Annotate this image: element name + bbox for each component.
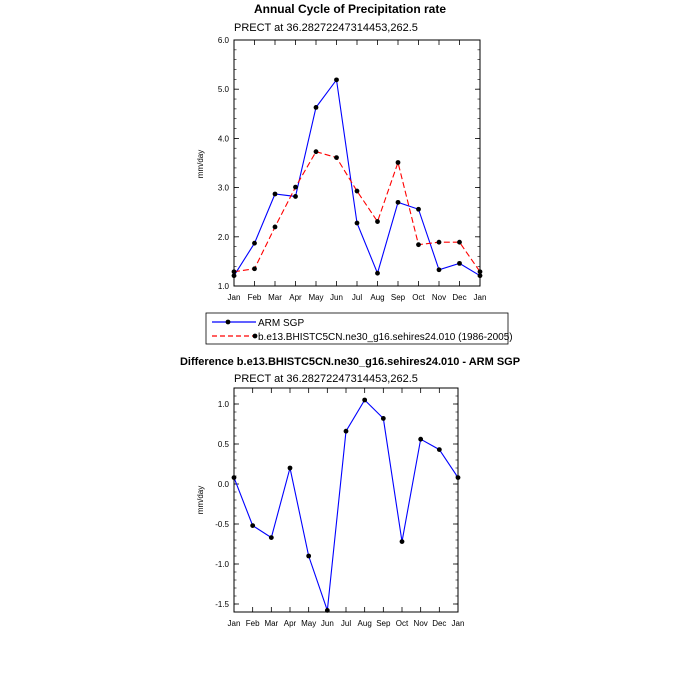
y-tick-label: 0.0 <box>217 480 229 489</box>
chart2-subtitle: PRECT at 36.28272247314453,262.5 <box>234 373 418 385</box>
x-tick-label: Mar <box>264 619 279 628</box>
series-0-point <box>381 416 386 421</box>
y-tick-label: 3.0 <box>217 183 229 193</box>
y-tick-label: 6.0 <box>217 36 229 45</box>
x-tick-label: Jul <box>351 293 363 302</box>
series-0-point <box>344 429 349 434</box>
chart1-x-tick-labels <box>228 293 487 302</box>
series-0-point <box>457 261 462 266</box>
series-0-point <box>437 267 442 272</box>
x-tick-label: Jul <box>340 619 352 628</box>
series-1-point <box>314 149 319 154</box>
chart2-title: Difference b.e13.BHISTC5CN.ne30_g16.sehires24.010 - ARM SGP <box>179 356 521 368</box>
x-tick-label: Oct <box>395 619 409 628</box>
series-line-0 <box>234 80 480 276</box>
y-tick-label: 2.0 <box>217 232 229 242</box>
series-0-point <box>269 535 274 540</box>
x-tick-label: Jun <box>320 619 334 628</box>
chart2-plot-frame <box>234 388 458 612</box>
x-tick-label: May <box>308 293 324 302</box>
series-0-point <box>418 437 423 442</box>
y-tick-label: 0.5 <box>217 440 229 449</box>
difference-chart <box>180 356 520 628</box>
series-0-point <box>437 447 442 452</box>
x-tick-label: Jan <box>473 293 487 302</box>
chart2-ylabel: mm/day <box>196 485 205 515</box>
series-1-point <box>416 242 421 247</box>
series-0-point <box>362 398 367 403</box>
series-0-point <box>252 241 257 246</box>
x-tick-label: Dec <box>432 619 447 628</box>
x-tick-label: Aug <box>357 619 372 628</box>
chart1-subtitle: PRECT at 36.28272247314453,262.5 <box>234 22 418 34</box>
series-0-point <box>288 466 293 471</box>
chart1-series <box>232 77 483 278</box>
legend-marker-arm-sgp <box>226 320 231 325</box>
chart1-ylabel: mm/day <box>196 149 205 179</box>
x-tick-label: Feb <box>247 293 262 302</box>
series-line-1 <box>234 152 480 272</box>
series-1-point <box>375 219 380 224</box>
series-0-point <box>232 475 237 480</box>
series-1-point <box>478 269 483 274</box>
legend-marker-model <box>253 334 258 339</box>
y-tick-label: -1.5 <box>215 600 229 609</box>
series-1-point <box>334 155 339 160</box>
series-1-point <box>273 225 278 230</box>
x-tick-label: Feb <box>245 619 260 628</box>
x-tick-label: Sep <box>390 293 406 302</box>
x-tick-label: Jun <box>330 293 343 302</box>
series-0-point <box>293 194 298 199</box>
x-tick-label: Jan <box>227 619 241 628</box>
series-1-point <box>457 240 462 245</box>
series-0-point <box>375 271 380 276</box>
series-0-point <box>250 523 255 528</box>
series-0-point <box>396 200 401 205</box>
series-1-point <box>355 189 360 194</box>
x-tick-label: Mar <box>268 293 282 302</box>
series-1-point <box>293 185 298 190</box>
chart1-ticks <box>234 40 480 286</box>
x-tick-label: Apr <box>289 293 302 302</box>
series-1-point <box>252 266 257 271</box>
series-0-point <box>416 207 421 212</box>
x-tick-label: Nov <box>413 619 428 628</box>
x-tick-label: Sep <box>376 619 391 628</box>
series-0-point <box>400 539 405 544</box>
y-tick-label: 4.0 <box>217 134 229 144</box>
chart2-ticks <box>234 388 458 612</box>
series-1-point <box>232 269 237 274</box>
x-tick-label: Jan <box>227 293 241 302</box>
legend-label-model: b.e13.BHISTC5CN.ne30_g16.sehires24.010 (1986-2005) <box>258 332 513 343</box>
chart1-legend <box>206 313 513 344</box>
series-1-point <box>396 160 401 165</box>
series-0-point <box>334 77 339 82</box>
y-tick-label: 1.0 <box>217 400 229 409</box>
series-0-point <box>306 554 311 559</box>
series-0-point <box>456 475 461 480</box>
annual-cycle-chart <box>196 2 486 302</box>
x-tick-label: Nov <box>431 293 447 302</box>
x-tick-label: Dec <box>452 293 467 302</box>
x-tick-label: Apr <box>283 619 297 628</box>
series-0-point <box>273 192 278 197</box>
y-tick-label: 1.0 <box>217 282 229 291</box>
x-tick-label: Oct <box>412 293 425 302</box>
series-1-point <box>437 240 442 245</box>
series-0-point <box>355 221 360 226</box>
x-tick-label: May <box>301 619 317 628</box>
x-tick-label: Jan <box>451 619 465 628</box>
chart1-plot-frame <box>234 40 480 286</box>
y-tick-label: 5.0 <box>217 85 229 95</box>
chart1-title: Annual Cycle of Precipitation rate <box>253 2 447 16</box>
chart2-y-tick-labels <box>215 400 229 609</box>
legend-label-arm-sgp: ARM SGP <box>258 318 305 329</box>
chart1-y-tick-labels <box>218 36 230 291</box>
y-tick-label: -1.0 <box>215 560 229 569</box>
chart2-x-tick-labels <box>228 619 465 628</box>
series-0-point <box>325 608 330 613</box>
x-tick-label: Aug <box>370 293 385 302</box>
chart2-series <box>232 398 461 613</box>
y-tick-label: -0.5 <box>215 520 229 529</box>
series-0-point <box>314 105 319 110</box>
